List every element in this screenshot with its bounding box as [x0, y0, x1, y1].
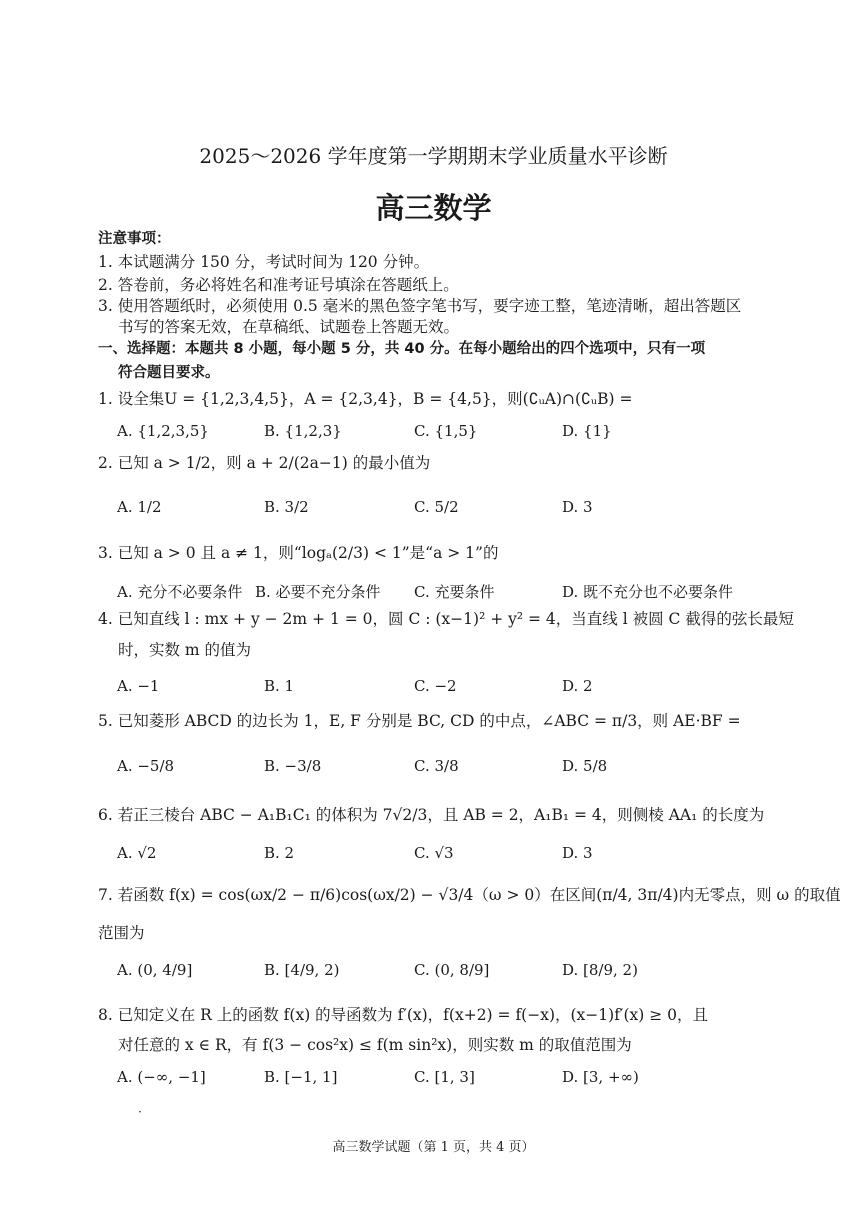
option-b: B. 2 — [264, 844, 295, 862]
option-a: A. (0, 4/9] — [117, 961, 193, 979]
question-stem: 1. 设全集U = {1,2,3,4,5}，A = {2,3,4}，B = {4,5}，则(∁ᵤA)∩(∁ᵤB) = — [98, 390, 633, 408]
option-a: A. −1 — [117, 677, 160, 695]
question-stem: 范围为 — [98, 924, 145, 942]
option-d: D. {1} — [562, 422, 612, 440]
section-heading: 一、选择题：本题共 8 小题，每小题 5 分，共 40 分。在每小题给出的四个选项中，只有一项 — [98, 341, 706, 357]
option-b: B. [−1, 1] — [264, 1068, 338, 1086]
exam-subject: 高三数学 — [375, 191, 492, 225]
option-d: D. [3, +∞) — [562, 1068, 639, 1086]
option-c: C. −2 — [414, 677, 457, 695]
notice-heading: 注意事项： — [98, 231, 171, 247]
question-stem: 3. 已知 a > 0 且 a ≠ 1，则“logₐ(2/3) < 1”是“a > 1”的 — [98, 544, 499, 562]
option-b: B. 必要不充分条件 — [255, 583, 381, 601]
notice-item: 2. 答卷前，务必将姓名和准考证号填涂在答题纸上。 — [98, 276, 459, 294]
question-stem: 2. 已知 a > 1/2，则 a + 2/(2a−1) 的最小值为 — [98, 454, 431, 472]
question-stem: 4. 已知直线 l : mx + y − 2m + 1 = 0，圆 C : (x−1)² + y² = 4，当直线 l 被圆 C 截得的弦长最短 — [98, 610, 794, 628]
option-d: D. 3 — [562, 844, 593, 862]
question-stem: 8. 已知定义在 R 上的函数 f(x) 的导函数为 f′(x)，f(x+2) = f(−x)，(x−1)f′(x) ≥ 0，且 — [98, 1006, 708, 1024]
question-stem: 5. 已知菱形 ABCD 的边长为 1，E, F 分别是 BC, CD 的中点，∠ABC = π/3，则 AE·BF = — [98, 712, 741, 730]
option-c: C. 充要条件 — [414, 583, 495, 601]
exam-title: 2025～2026 学年度第一学期期末学业质量水平诊断 — [199, 144, 668, 168]
stray-mark: · — [138, 1105, 142, 1119]
option-a: A. −5/8 — [117, 757, 175, 775]
option-a: A. (−∞, −1] — [117, 1068, 206, 1086]
question-stem: 时，实数 m 的值为 — [118, 641, 252, 659]
option-d: D. [8/9, 2) — [562, 961, 638, 979]
option-c: C. 5/2 — [414, 498, 459, 516]
notice-item: 3. 使用答题纸时，必须使用 0.5 毫米的黑色签字笔书写，要字迹工整，笔迹清晰，超出答题区 — [98, 297, 742, 315]
option-b: B. 1 — [264, 677, 295, 695]
option-a: A. 1/2 — [117, 498, 162, 516]
option-c: C. (0, 8/9] — [414, 961, 490, 979]
option-a: A. {1,2,3,5} — [117, 422, 209, 440]
option-b: B. −3/8 — [264, 757, 322, 775]
option-a: A. 充分不必要条件 — [117, 583, 243, 601]
question-stem: 对任意的 x ∈ R，有 f(3 − cos²x) ≤ f(m sin²x)，则实数 m 的取值范围为 — [118, 1036, 632, 1054]
notice-item: 1. 本试题满分 150 分，考试时间为 120 分钟。 — [98, 253, 430, 271]
option-c: C. 3/8 — [414, 757, 459, 775]
option-c: C. √3 — [414, 844, 454, 862]
option-d: D. 既不充分也不必要条件 — [562, 583, 734, 601]
page-footer: 高三数学试题（第 1 页，共 4 页） — [332, 1140, 535, 1155]
question-stem: 6. 若正三棱台 ABC − A₁B₁C₁ 的体积为 7√2/3，且 AB = 2，A₁B₁ = 4，则侧棱 AA₁ 的长度为 — [98, 806, 765, 824]
option-d: D. 3 — [562, 498, 593, 516]
option-c: C. {1,5} — [414, 422, 478, 440]
option-b: B. [4/9, 2) — [264, 961, 340, 979]
option-b: B. {1,2,3} — [264, 422, 342, 440]
option-a: A. √2 — [117, 844, 157, 862]
option-d: D. 2 — [562, 677, 593, 695]
option-c: C. [1, 3] — [414, 1068, 475, 1086]
question-stem: 7. 若函数 f(x) = cos(ωx/2 − π/6)cos(ωx/2) − √3/4（ω > 0）在区间(π/4, 3π/4)内无零点，则 ω 的取值 — [98, 886, 841, 904]
option-b: B. 3/2 — [264, 498, 309, 516]
section-heading: 符合题目要求。 — [118, 365, 220, 381]
option-d: D. 5/8 — [562, 757, 608, 775]
notice-item: 书写的答案无效，在草稿纸、试题卷上答题无效。 — [118, 318, 460, 336]
